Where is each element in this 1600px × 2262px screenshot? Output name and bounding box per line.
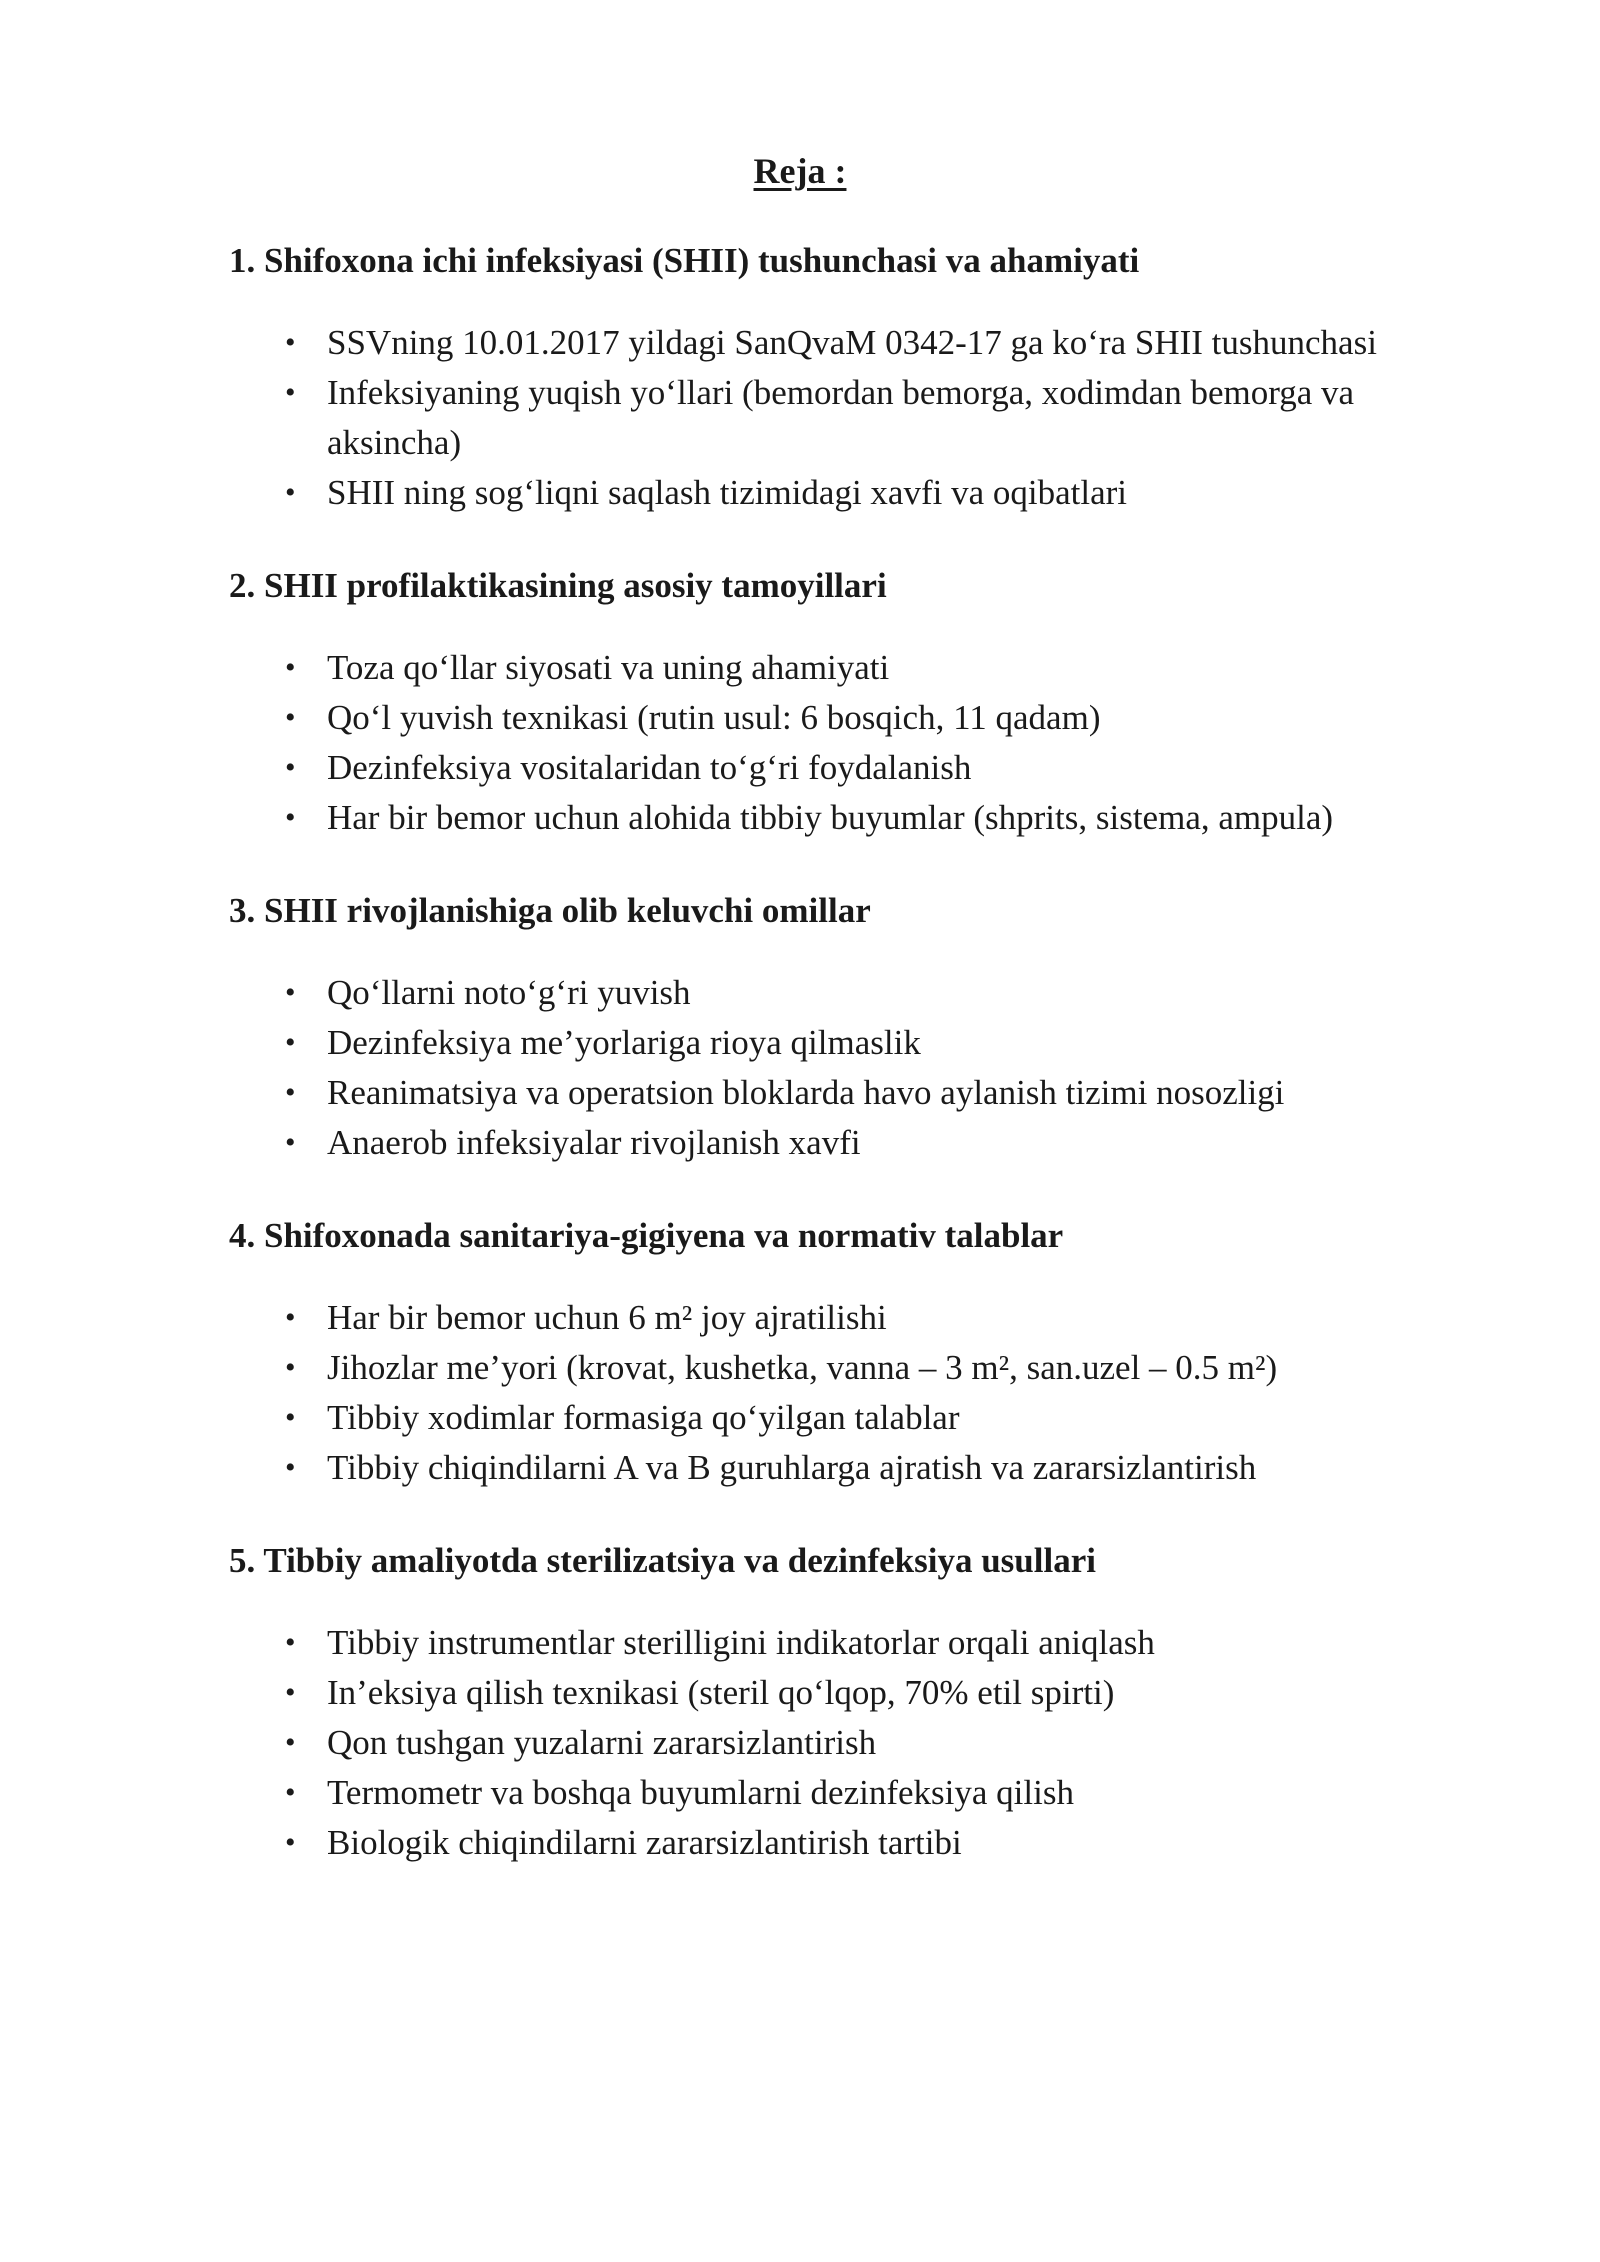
bullet-list: [0, 1293, 1600, 1493]
bullet-icon: •: [285, 1776, 296, 1809]
section-heading: 2. SHII profilaktikasining asosiy tamoyillari: [229, 566, 887, 605]
bullet-icon: •: [285, 1826, 296, 1859]
list-item-text: Har bir bemor uchun alohida tibbiy buyumlar (shprits, sistema, ampula): [327, 798, 1334, 837]
list-item-text: Biologik chiqindilarni zararsizlantirish tartibi: [327, 1823, 962, 1862]
section-heading: 4. Shifoxonada sanitariya-gigiyena va normativ talablar: [229, 1216, 1064, 1255]
list-item: [0, 743, 1600, 793]
list-item: [0, 1118, 1600, 1168]
list-item-text: SHII ning sog‘liqni saqlash tizimidagi xavfi va oqibatlari: [327, 473, 1127, 512]
list-item-text: Anaerob infeksiyalar rivojlanish xavfi: [327, 1123, 861, 1162]
list-item: [0, 1668, 1600, 1718]
list-item: [0, 1293, 1600, 1343]
list-item: [0, 1443, 1600, 1493]
bullet-icon: •: [285, 1401, 296, 1434]
list-item: [0, 1618, 1600, 1668]
bullet-icon: •: [285, 476, 296, 509]
list-item: [0, 1068, 1600, 1118]
bullet-list: [0, 968, 1600, 1168]
list-item-text: Qo‘llarni noto‘g‘ri yuvish: [327, 973, 691, 1012]
list-item-text: In’eksiya qilish texnikasi (steril qo‘lqop, 70% etil spirti): [327, 1673, 1115, 1712]
list-item: [0, 1343, 1600, 1393]
list-item-text: Qo‘l yuvish texnikasi (rutin usul: 6 bosqich, 11 qadam): [327, 698, 1101, 737]
bullet-icon: •: [285, 976, 296, 1009]
list-item-text: Dezinfeksiya me’yorlariga rioya qilmaslik: [327, 1023, 921, 1062]
list-item: [0, 693, 1600, 743]
bullet-icon: •: [285, 1126, 296, 1159]
bullet-icon: •: [285, 326, 296, 359]
list-item-text: Reanimatsiya va operatsion bloklarda havo aylanish tizimi nosozligi: [327, 1073, 1285, 1112]
bullet-list: [0, 318, 1600, 518]
bullet-icon: •: [285, 1451, 296, 1484]
bullet-icon: •: [285, 1351, 296, 1384]
list-item: [0, 968, 1600, 1018]
bullet-icon: •: [285, 1626, 296, 1659]
bullet-list: [0, 643, 1600, 843]
bullet-icon: •: [285, 751, 296, 784]
bullet-icon: •: [285, 651, 296, 684]
list-item-text: Jihozlar me’yori (krovat, kushetka, vanna – 3 m², san.uzel – 0.5 m²): [327, 1348, 1278, 1387]
bullet-icon: •: [285, 1676, 296, 1709]
list-item-text: Tibbiy chiqindilarni A va B guruhlarga ajratish va zararsizlantirish: [327, 1448, 1257, 1487]
list-item: [0, 468, 1600, 518]
list-item: [0, 1393, 1600, 1443]
bullet-list: [0, 1618, 1600, 1868]
bullet-icon: •: [285, 801, 296, 834]
list-item: [0, 1768, 1600, 1818]
list-item: [0, 318, 1600, 368]
list-item-text: SSVning 10.01.2017 yildagi SanQvaM 0342-17 ga ko‘ra SHII tushunchasi: [327, 323, 1377, 362]
list-item: [0, 1018, 1600, 1068]
section-heading: 1. Shifoxona ichi infeksiyasi (SHII) tushunchasi va ahamiyati: [229, 241, 1140, 280]
list-item-text: Qon tushgan yuzalarni zararsizlantirish: [327, 1723, 877, 1762]
bullet-icon: •: [285, 1301, 296, 1334]
bullet-icon: •: [285, 701, 296, 734]
list-item: [0, 793, 1600, 843]
bullet-icon: •: [285, 1026, 296, 1059]
list-item-text: Dezinfeksiya vositalaridan to‘g‘ri foydalanish: [327, 748, 972, 787]
list-item-text: Har bir bemor uchun 6 m² joy ajratilishi: [327, 1298, 887, 1337]
bullet-icon: •: [285, 376, 296, 409]
section-heading: 3. SHII rivojlanishiga olib keluvchi omillar: [229, 891, 871, 930]
list-item-text: Infeksiyaning yuqish yo‘llari (bemordan bemorga, xodimdan bemorga va aksincha): [327, 373, 1355, 462]
document-title: Reja :: [753, 151, 847, 191]
bullet-icon: •: [285, 1726, 296, 1759]
section-heading: 5. Tibbiy amaliyotda sterilizatsiya va dezinfeksiya usullari: [229, 1541, 1096, 1580]
list-item: [0, 1718, 1600, 1768]
list-item-text: Toza qo‘llar siyosati va uning ahamiyati: [327, 648, 890, 687]
bullet-icon: •: [285, 1076, 296, 1109]
list-item: [0, 368, 1600, 468]
list-item-text: Tibbiy instrumentlar sterilligini indikatorlar orqali aniqlash: [327, 1623, 1155, 1662]
list-item-text: Termometr va boshqa buyumlarni dezinfeksiya qilish: [327, 1773, 1074, 1812]
list-item-text: Tibbiy xodimlar formasiga qo‘yilgan talablar: [327, 1398, 960, 1437]
list-item: [0, 1818, 1600, 1868]
list-item: [0, 643, 1600, 693]
